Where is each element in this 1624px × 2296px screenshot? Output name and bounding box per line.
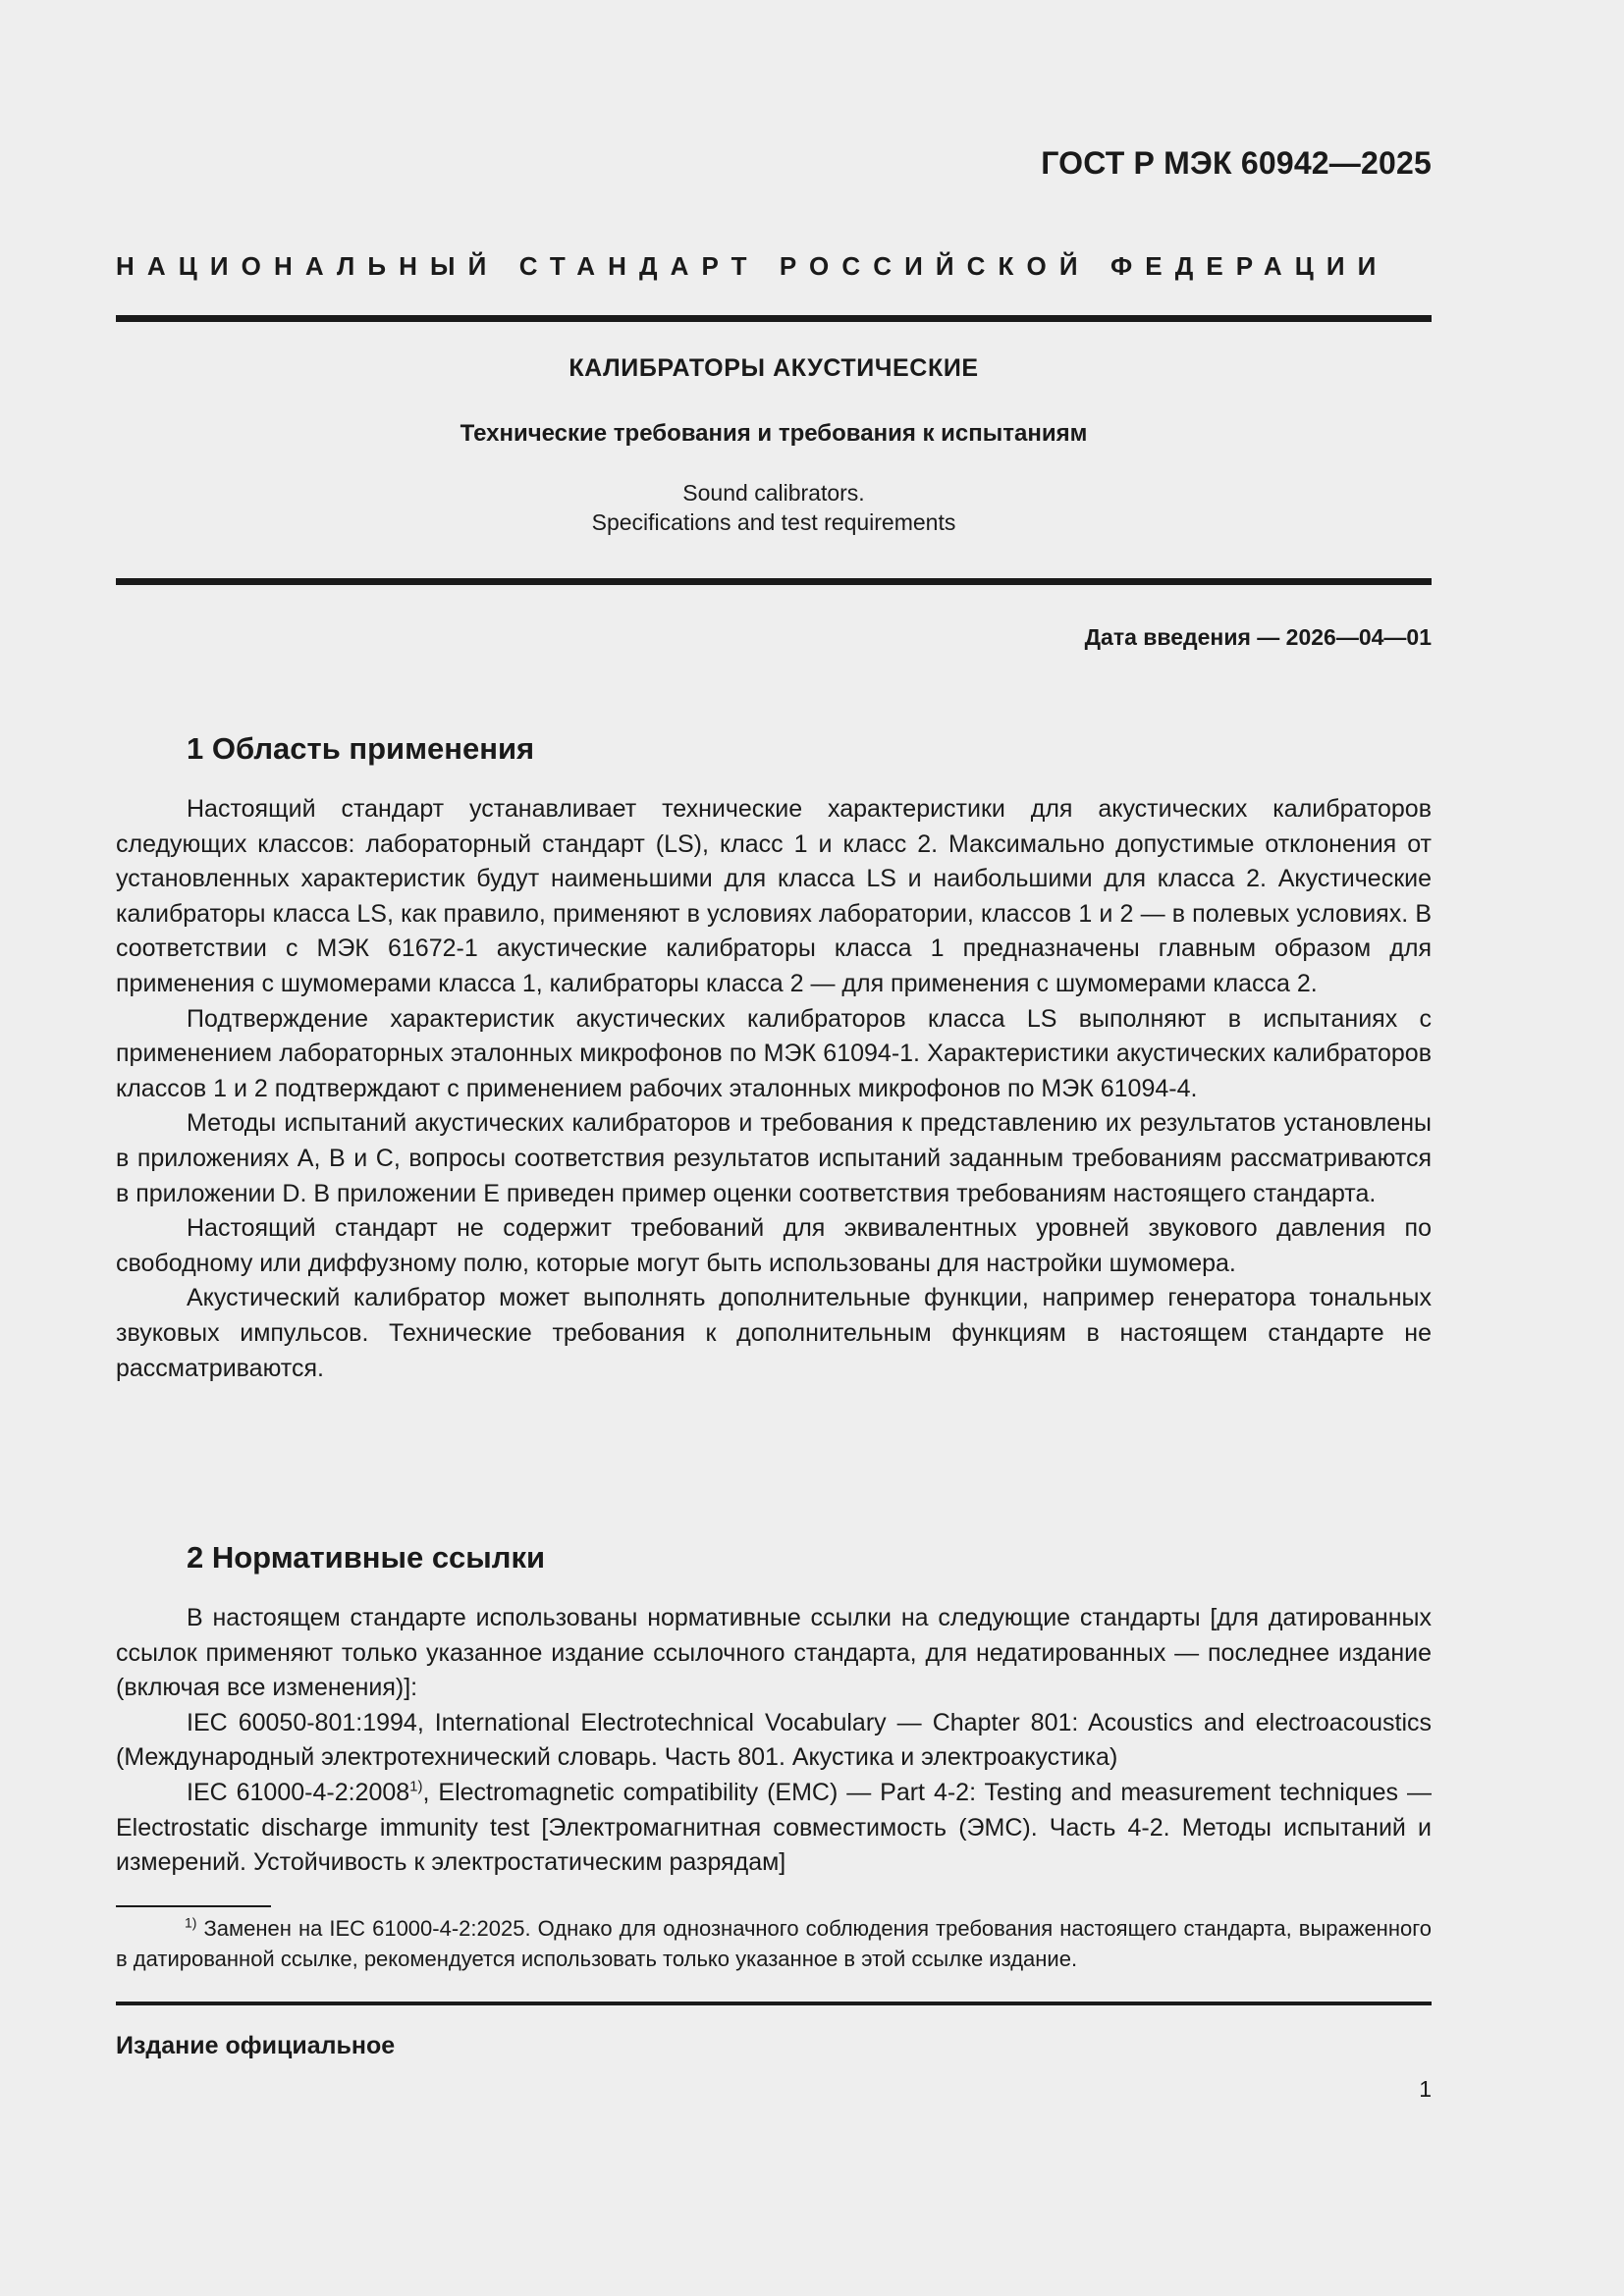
section-1-paragraph: Подтверждение характеристик акустических калибраторов класса LS выполняют в испытаниях с применением лабораторных эталонных микрофонов по МЭК 61094-1. Характеристики акустических калибраторов классов 1 и 2 подтверждают с применением рабочих эталонных микрофонов по МЭК 61094-4. [116,1004,1432,1102]
footnote [116,1913,1432,1974]
page-number: 1 [1419,2076,1432,2102]
document-subtitle: Технические требования и требования к испытаниям [460,420,1088,447]
section-1-heading: 1 Область применения [187,731,535,766]
footer-rule [116,2002,1432,2005]
official-edition-label: Издание официальное [116,2032,396,2059]
header-rule-top [116,315,1432,322]
document-page [116,0,1432,2296]
reference-item [116,1776,1432,1881]
section-1-paragraph: Настоящий стандарт устанавливает технические характеристики для акустических калибраторов следующих классов: лабораторный стандарт (LS), класс 1 и класс 2. Максимально допустимые отклонения от установленных характеристик будут наименьшими для класса LS и наибольшими для класса 2. Акустические калибраторы класса LS, как правило, применяют в условиях лаборатории, классов 1 и 2 — в полевых условиях. В соответствии с МЭК 61672-1 акустические калибраторы класса 1 предназначены главным образом для применения с шумомерами класса 1, калибраторы класса 2 — для применения с шумомерами класса 2. [116,795,1432,997]
footnote-mark: 1) [185,1914,197,1931]
introduction-date: Дата введения — 2026—04—01 [1084,624,1432,650]
document-code: ГОСТ Р МЭК 60942—2025 [1041,145,1432,181]
section-1-body [116,792,1432,1386]
reference-code: IEC 61000-4-2:2008 [187,1778,410,1806]
english-title-line1: Sound calibrators. [682,480,865,506]
section-1-paragraph: Акустический калибратор может выполнять дополнительные функции, например генератора тональных звуковых импульсов. Технические требования к дополнительным функциям в настоящем стандарте не рассматриваются. [116,1284,1432,1382]
footnote-marker[interactable]: 1) [409,1778,423,1795]
english-title-line2: Specifications and test requirements [591,509,956,535]
section-2-intro: В настоящем стандарте использованы нормативные ссылки на следующие стандарты [для датированных ссылок применяют только указанное издание ссылочного стандарта, для недатированных — последнее издание (включая все изменения)]: [116,1604,1432,1702]
footnote-text: Заменен на IEC 61000-4-2:2025. Однако для однозначного соблюдения требования настоящего стандарта, выраженного в датированной ссылке, рекомендуется использовать только указанное в этой ссылке издание. [116,1916,1432,1971]
section-2-heading: 2 Нормативные ссылки [187,1540,546,1575]
reference-item: IEC 60050-801:1994, International Electrotechnical Vocabulary — Chapter 801: Acoustics and electroacoustics (Международный электротехнический словарь. Часть 801. Акустика и электроакустика) [116,1708,1432,1772]
footnote-separator [116,1905,271,1907]
section-1-paragraph: Методы испытаний акустических калибраторов и требования к представлению их результатов установлены в приложениях А, В и С, вопросы соответствия результатов испытаний заданным требованиям рассматриваются в приложении D. В приложении Е приведен пример оценки соответствия требованиям настоящего стандарта. [116,1109,1432,1207]
reference-text: , Electromagnetic compatibility (EMC) — Part 4-2: Testing and measurement techniques — Electrostatic discharge immunity test [Электромагнитная совместимость (ЭМС). Часть 4-2. Методы испытаний и измерений. Устойчивость к электростатическим разрядам] [116,1778,1432,1877]
national-standard-banner: НАЦИОНАЛЬНЫЙ СТАНДАРТ РОССИЙСКОЙ ФЕДЕРАЦИИ [116,251,1389,281]
document-title: КАЛИБРАТОРЫ АКУСТИЧЕСКИЕ [568,354,979,382]
section-1-paragraph: Настоящий стандарт не содержит требований для эквивалентных уровней звукового давления по свободному или диффузному полю, которые могут быть использованы для настройки шумомера. [116,1214,1432,1277]
header-rule-bottom [116,578,1432,585]
section-2-body [116,1601,1432,1881]
